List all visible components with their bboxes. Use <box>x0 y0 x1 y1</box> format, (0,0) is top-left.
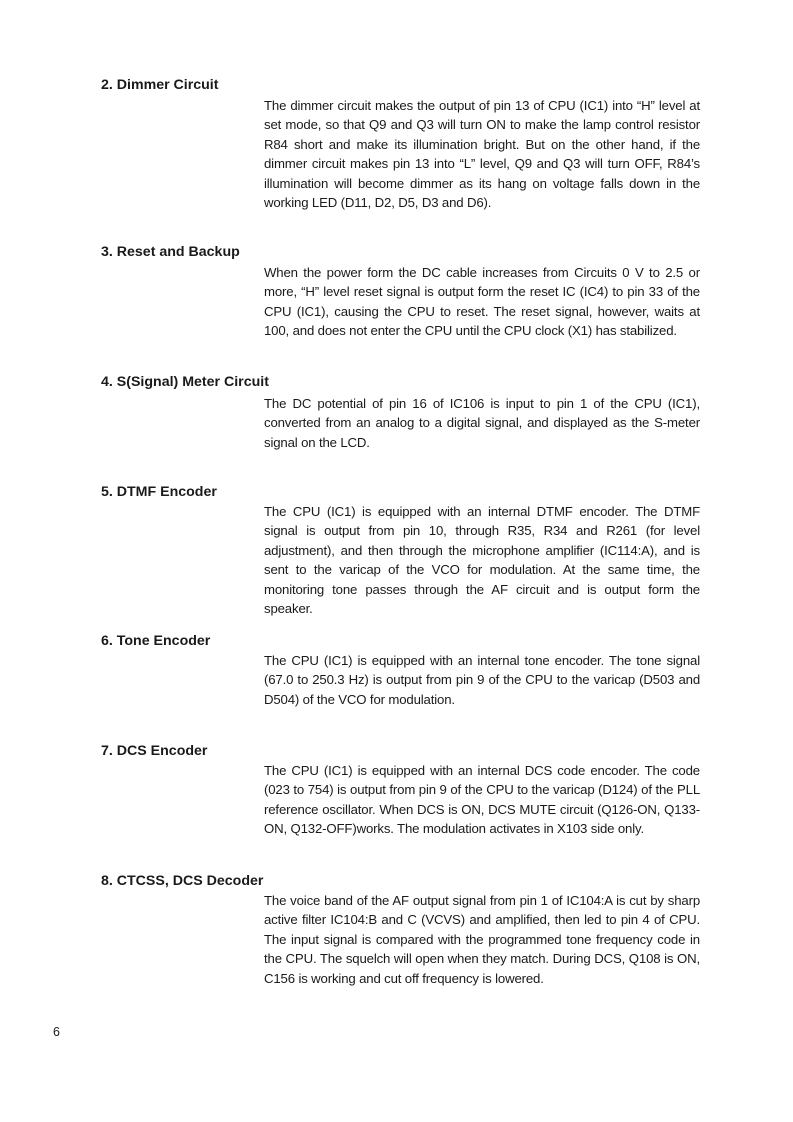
section-heading: 4. S(Signal) Meter Circuit <box>101 374 269 390</box>
page-number: 6 <box>53 1025 60 1039</box>
section-body: The CPU (IC1) is equipped with an internal DCS code encoder. The code (023 to 754) is output from pin 9 of the CPU to the varicap (D124) of the PLL reference oscillator. When DCS is ON, DCS MUTE circuit (Q126-ON, Q133-ON, Q132-OFF)works. The modulation activates in X103 side only. <box>264 763 700 837</box>
section-heading: 8. CTCSS, DCS Decoder <box>101 873 264 889</box>
section-heading: 5. DTMF Encoder <box>101 484 217 500</box>
section-body: When the power form the DC cable increases from Circuits 0 V to 2.5 or more, “H” level reset signal is output form the reset IC (IC4) to pin 33 of the CPU (IC1), causing the CPU to reset. The reset signal, however, waits at 100, and does not enter the CPU until the CPU clock (X1) has stabilized. <box>264 265 700 339</box>
section-body: The dimmer circuit makes the output of pin 13 of CPU (IC1) into “H” level at set mode, so that Q9 and Q3 will turn ON to make the lamp control resistor R84 short and make its illumination bright. But on the other hand, if the dimmer circuit makes pin 13 into “L” level, Q9 and Q3 will turn OFF, R84’s illumination will become dimmer as its hang on voltage falls down in the working LED (D11, D2, D5, D3 and D6). <box>264 98 700 211</box>
section-body: The DC potential of pin 16 of IC106 is input to pin 1 of the CPU (IC1), converted from an analog to a digital signal, and displayed as the S-meter signal on the LCD. <box>264 396 700 450</box>
section-body: The CPU (IC1) is equipped with an internal DTMF encoder. The DTMF signal is output from pin 10, through R35, R34 and R261 (for level adjustment), and then through the microphone amplifier (IC114:A), and is sent to the varicap of the VCO for modulation. At the same time, the monitoring tone passes through the AF circuit and is output form the speaker. <box>264 504 700 617</box>
section-heading: 3. Reset and Backup <box>101 244 240 260</box>
section-heading: 6. Tone Encoder <box>101 633 211 649</box>
section-body: The voice band of the AF output signal from pin 1 of IC104:A is cut by sharp active filter IC104:B and C (VCVS) and amplified, then led to pin 4 of CPU. The input signal is compared with the programmed tone frequency code in the CPU. The squelch will open when they match. During DCS, Q108 is ON, C156 is working and cut off frequency is lowered. <box>264 893 700 986</box>
section-heading: 7. DCS Encoder <box>101 743 208 759</box>
section-body: The CPU (IC1) is equipped with an internal tone encoder. The tone signal (67.0 to 250.3 Hz) is output from pin 9 of the CPU to the varicap (D503 and D504) of the VCO for modulation. <box>264 653 700 707</box>
section-heading: 2. Dimmer Circuit <box>101 77 219 93</box>
